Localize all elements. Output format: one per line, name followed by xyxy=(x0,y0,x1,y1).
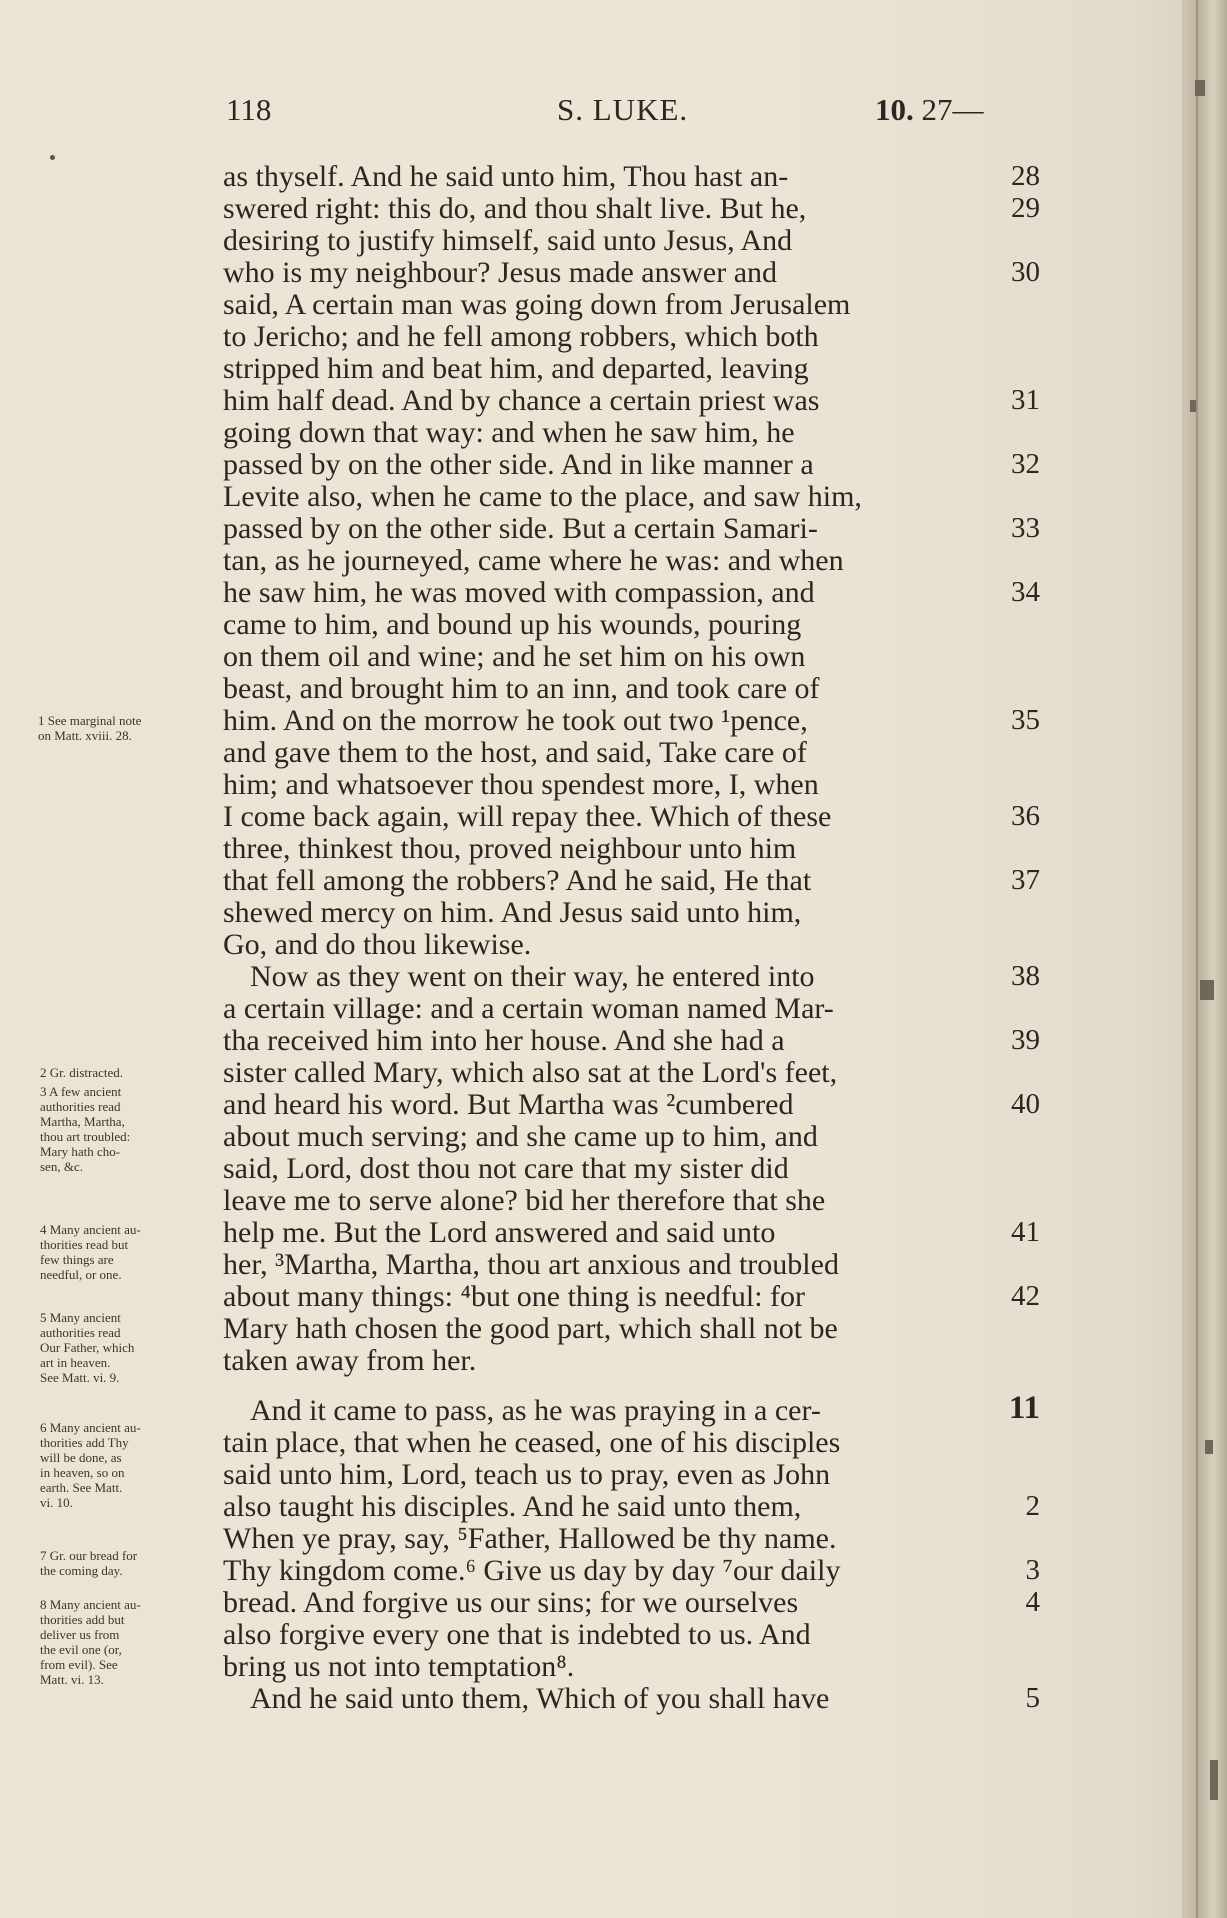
body-line: who is my neighbour? Jesus made answer and xyxy=(223,256,778,289)
body-line: came to him, and bound up his wounds, pouring xyxy=(223,608,802,641)
body-line: swered right: this do, and thou shalt live. But he, xyxy=(223,192,807,225)
margin-note xyxy=(40,1065,216,1080)
body-line: help me. But the Lord answered and said unto xyxy=(223,1216,776,1249)
body-line: leave me to serve alone? bid her therefore that she xyxy=(223,1184,826,1217)
verse-number: 36 xyxy=(1011,800,1040,832)
body-line: shewed mercy on him. And Jesus said unto him, xyxy=(223,896,802,929)
note-line: See Matt. vi. 9. xyxy=(40,1370,120,1385)
body-line: passed by on the other side. But a certain Samari- xyxy=(223,512,818,545)
body-line: And it came to pass, as he was praying in a cer- xyxy=(250,1394,821,1427)
page-number: 118 xyxy=(226,92,272,127)
chapter-reference xyxy=(875,92,984,132)
note-line: authorities read xyxy=(40,1099,121,1114)
edge-mark xyxy=(1210,1760,1218,1800)
body-line: Go, and do thou likewise. xyxy=(223,928,532,961)
body-line: also forgive every one that is indebted to us. And xyxy=(223,1618,811,1651)
verse-number: 40 xyxy=(1011,1088,1040,1120)
body-line: Levite also, when he came to the place, and saw him, xyxy=(223,480,862,513)
verse-number: 38 xyxy=(1011,960,1040,992)
verse-number: 30 xyxy=(1011,256,1040,288)
body-line: as thyself. And he said unto him, Thou hast an- xyxy=(223,160,789,193)
body-line: Mary hath chosen the good part, which shall not be xyxy=(223,1312,838,1345)
note-line: vi. 10. xyxy=(40,1495,73,1510)
verse-number: 4 xyxy=(1025,1586,1040,1618)
note-line: 6 Many ancient au- xyxy=(40,1420,141,1435)
note-line: will be done, as xyxy=(40,1450,122,1465)
body-line: stripped him and beat him, and departed, leaving xyxy=(223,352,809,385)
note-line: Martha, Martha, xyxy=(40,1114,125,1129)
chapter-number: 11 xyxy=(1008,1390,1040,1426)
verse-number: 41 xyxy=(1011,1216,1040,1248)
body-line: beast, and brought him to an inn, and took care of xyxy=(223,672,820,705)
note-line: from evil). See xyxy=(40,1657,118,1672)
edge-mark xyxy=(1205,1440,1213,1454)
body-line: and gave them to the host, and said, Take care of xyxy=(223,736,807,769)
verse-number: 32 xyxy=(1011,448,1040,480)
verse-number: 33 xyxy=(1011,512,1040,544)
margin-note xyxy=(40,1222,216,1282)
note-line: 5 Many ancient xyxy=(40,1310,121,1325)
note-line: on Matt. xviii. 28. xyxy=(38,728,132,743)
note-line: in heaven, so on xyxy=(40,1465,125,1480)
note-line: 7 Gr. our bread for xyxy=(40,1548,138,1563)
page-edge xyxy=(1182,0,1227,1918)
verse-number: 5 xyxy=(1025,1682,1040,1714)
verse-number: 31 xyxy=(1011,384,1040,416)
body-line: and heard his word. But Martha was ²cumbered xyxy=(223,1088,794,1121)
edge-mark xyxy=(1200,980,1214,1000)
note-line: deliver us from xyxy=(40,1627,120,1642)
edge-mark xyxy=(1190,400,1196,412)
note-line: 1 See marginal note xyxy=(38,713,142,728)
note-line: art in heaven. xyxy=(40,1355,111,1370)
body-line: he saw him, he was moved with compassion, and xyxy=(223,576,815,609)
body-line: desiring to justify himself, said unto Jesus, And xyxy=(223,224,793,257)
body-line: tan, as he journeyed, came where he was: and when xyxy=(223,544,844,577)
body-line: also taught his disciples. And he said unto them, xyxy=(223,1490,802,1523)
verse-number: 42 xyxy=(1011,1280,1040,1312)
body-line: taken away from her. xyxy=(223,1344,477,1377)
margin-note xyxy=(38,713,214,743)
body-line: tha received him into her house. And she had a xyxy=(223,1024,785,1057)
note-line: authorities read xyxy=(40,1325,121,1340)
body-line: said unto him, Lord, teach us to pray, even as John xyxy=(223,1458,831,1491)
note-line: thorities read but xyxy=(40,1237,129,1252)
verse-number: 29 xyxy=(1011,192,1040,224)
body-line: said, A certain man was going down from Jerusalem xyxy=(223,288,851,321)
body-line: I come back again, will repay thee. Which of these xyxy=(223,800,832,833)
verse-number: 34 xyxy=(1011,576,1040,608)
verse-number: 2 xyxy=(1025,1490,1040,1522)
body-line: him half dead. And by chance a certain priest was xyxy=(223,384,820,417)
note-line: Matt. vi. 13. xyxy=(40,1672,104,1687)
body-line: on them oil and wine; and he set him on his own xyxy=(223,640,806,673)
note-line: the coming day. xyxy=(40,1563,123,1578)
verse-ref-number: 27— xyxy=(921,92,984,127)
body-line: And he said unto them, Which of you shall have xyxy=(250,1682,830,1715)
note-line: Mary hath cho- xyxy=(40,1144,121,1159)
chapter-ref-number: 10. xyxy=(875,92,914,127)
body-line: that fell among the robbers? And he said, He that xyxy=(223,864,812,897)
verse-number: 39 xyxy=(1011,1024,1040,1056)
margin-note xyxy=(40,1597,216,1687)
note-line: few things are xyxy=(40,1252,114,1267)
body-line: passed by on the other side. And in like manner a xyxy=(223,448,814,481)
note-line: 3 A few ancient xyxy=(40,1084,122,1099)
edge-mark xyxy=(1195,80,1205,96)
body-line: bread. And forgive us our sins; for we ourselves xyxy=(223,1586,799,1619)
body-line: three, thinkest thou, proved neighbour unto him xyxy=(223,832,797,865)
margin-note xyxy=(40,1310,216,1385)
body-line: going down that way: and when he saw him, he xyxy=(223,416,795,449)
body-line: When ye pray, say, ⁵Father, Hallowed be thy name. xyxy=(223,1522,837,1555)
body-line: him; and whatsoever thou spendest more, I, when xyxy=(223,768,819,801)
verse-number: 28 xyxy=(1011,160,1040,192)
body-line: Thy kingdom come.⁶ Give us day by day ⁷our daily xyxy=(223,1554,841,1587)
body-line: a certain village: and a certain woman named Mar- xyxy=(223,992,834,1025)
body-line: to Jericho; and he fell among robbers, which both xyxy=(223,320,819,353)
body-line: him. And on the morrow he took out two ¹pence, xyxy=(223,704,808,737)
body-line: about many things: ⁴but one thing is needful: for xyxy=(223,1280,806,1313)
verse-number: 35 xyxy=(1011,704,1040,736)
body-line: her, ³Martha, Martha, thou art anxious and troubled xyxy=(223,1248,839,1281)
margin-note xyxy=(40,1420,216,1510)
body-line: sister called Mary, which also sat at the Lord's feet, xyxy=(223,1056,838,1089)
note-line: sen, &c. xyxy=(40,1159,83,1174)
margin-note xyxy=(40,1548,216,1578)
body-line: bring us not into temptation⁸. xyxy=(223,1650,575,1683)
note-line: thorities add Thy xyxy=(40,1435,129,1450)
note-line: Our Father, which xyxy=(40,1340,135,1355)
margin-note xyxy=(40,1084,216,1174)
note-line: 2 Gr. distracted. xyxy=(40,1065,124,1080)
note-line: thou art troubled: xyxy=(40,1129,131,1144)
note-line: the evil one (or, xyxy=(40,1642,122,1657)
verse-number: 37 xyxy=(1011,864,1040,896)
note-line: earth. See Matt. xyxy=(40,1480,123,1495)
note-line: 8 Many ancient au- xyxy=(40,1597,141,1612)
body-line: Now as they went on their way, he entered into xyxy=(250,960,815,993)
body-line: about much serving; and she came up to him, and xyxy=(223,1120,818,1153)
margin-mark xyxy=(50,155,55,160)
page-edge-line xyxy=(1196,0,1198,1918)
note-line: thorities add but xyxy=(40,1612,125,1627)
verse-number: 3 xyxy=(1025,1554,1040,1586)
body-line: tain place, that when he ceased, one of his disciples xyxy=(223,1426,841,1459)
body-line: said, Lord, dost thou not care that my sister did xyxy=(223,1152,789,1185)
note-line: 4 Many ancient au- xyxy=(40,1222,141,1237)
note-line: needful, or one. xyxy=(40,1267,122,1282)
book-title: S. LUKE. xyxy=(557,92,689,127)
